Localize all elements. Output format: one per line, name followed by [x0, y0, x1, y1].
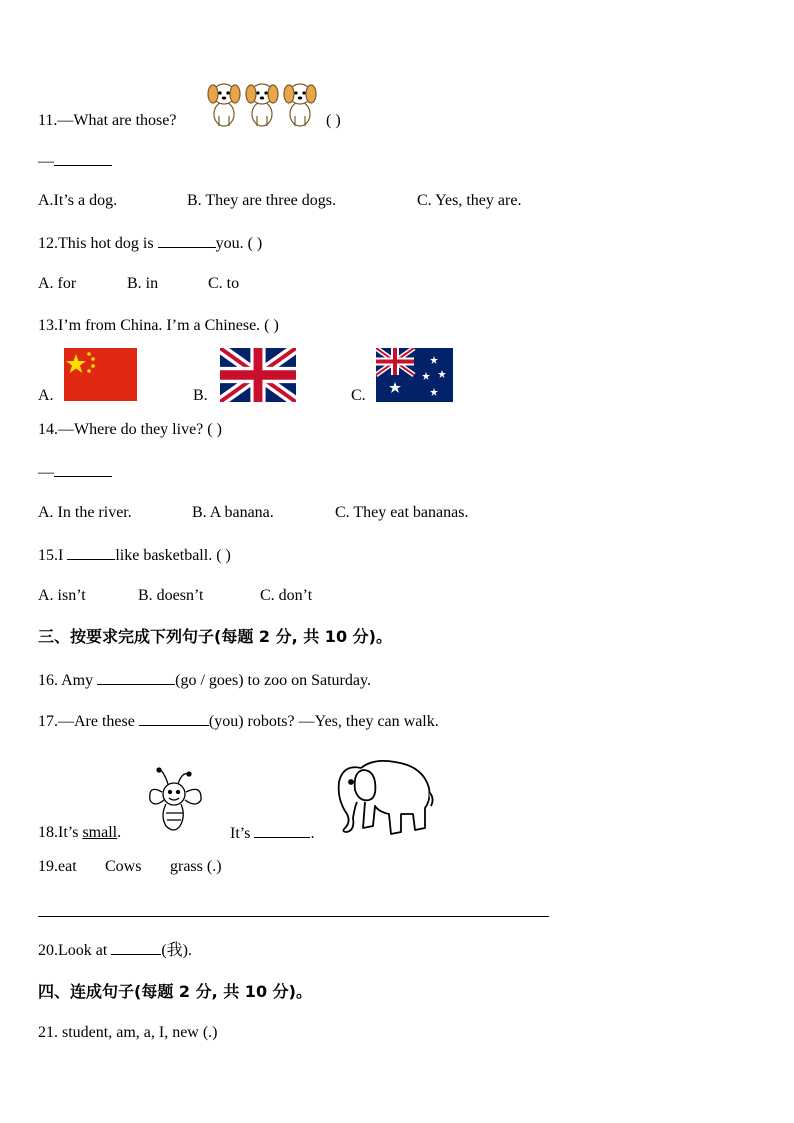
q12-option-b[interactable]: B. in	[127, 275, 159, 292]
q14-option-a[interactable]: A. In the river.	[38, 504, 132, 521]
bee-icon	[146, 766, 206, 836]
q16-after: (go / goes) to zoo on Saturday.	[175, 672, 371, 689]
q14-answer-line	[38, 462, 112, 483]
q15-blank[interactable]	[67, 545, 115, 560]
q14-dash: —	[38, 464, 54, 481]
q15-after: like basketball. ( )	[115, 547, 231, 564]
q17-blank[interactable]	[139, 711, 209, 726]
q15-option-a[interactable]: A. isn’t	[38, 587, 86, 604]
q18-second	[230, 823, 314, 844]
q14-option-c[interactable]: C. They eat bananas.	[335, 504, 469, 521]
q18-small-word: small	[82, 824, 118, 841]
q12-before: 12.This hot dog is	[38, 235, 158, 252]
section-4-heading: 四、连成句子(每题 2 分, 共 10 分)。	[38, 982, 312, 1001]
q17-after: (you) robots? —Yes, they can walk.	[208, 713, 439, 730]
q20-prompt	[38, 940, 192, 961]
q11-answer-line	[38, 151, 112, 172]
q13-prompt: 13.I’m from China. I’m a Chinese. ( )	[38, 317, 279, 334]
q15-option-b[interactable]: B. doesn’t	[138, 587, 204, 604]
q11-dash: —	[38, 153, 54, 170]
q16-before: 16. Amy	[38, 672, 98, 689]
q18-prefix: 18.It’s	[38, 824, 83, 841]
q18-blank[interactable]	[254, 823, 310, 838]
elephant-icon	[333, 748, 435, 838]
q16-blank[interactable]	[97, 670, 175, 685]
uk-flag-icon	[220, 348, 296, 402]
q19-word-1: 19.eat	[38, 858, 77, 875]
q20-blank[interactable]	[111, 940, 161, 955]
q15-before: 15.I	[38, 547, 68, 564]
q13-option-c[interactable]: C.	[351, 387, 366, 404]
dogs-icon	[205, 80, 321, 128]
q18-end: .	[310, 825, 315, 842]
q12-option-a[interactable]: A. for	[38, 275, 77, 292]
q18-first	[38, 823, 121, 843]
q11-paren: ( )	[326, 112, 341, 129]
q13-option-a[interactable]: A.	[38, 387, 54, 404]
q19-word-3: grass (.)	[170, 858, 222, 875]
q11-prompt: 11.—What are those?	[38, 112, 177, 129]
q12-prompt	[38, 233, 262, 254]
q19-answer-line[interactable]	[38, 916, 549, 917]
q18-dot: .	[117, 824, 122, 841]
section-3-heading: 三、按要求完成下列句子(每题 2 分, 共 10 分)。	[38, 627, 392, 646]
q11-blank[interactable]	[54, 151, 112, 166]
q14-option-b[interactable]: B. A banana.	[192, 504, 274, 521]
q13-option-b[interactable]: B.	[193, 387, 208, 404]
q20-after: (我).	[161, 942, 192, 959]
q11-option-a[interactable]: A.It’s a dog.	[38, 192, 118, 209]
q14-prompt: 14.—Where do they live? ( )	[38, 421, 222, 438]
q21-prompt: 21. student, am, a, I, new (.)	[38, 1024, 218, 1041]
q11-option-c[interactable]: C. Yes, they are.	[417, 192, 522, 209]
q17-prompt	[38, 711, 439, 732]
q15-prompt	[38, 545, 231, 566]
q12-option-c[interactable]: C. to	[208, 275, 240, 292]
q15-option-c[interactable]: C. don’t	[260, 587, 313, 604]
china-flag-icon	[64, 348, 137, 401]
australia-flag-icon	[376, 348, 453, 402]
q14-blank[interactable]	[54, 462, 112, 477]
q19-word-2: Cows	[105, 858, 142, 875]
q17-before: 17.—Are these	[38, 713, 139, 730]
q12-after: you. ( )	[215, 235, 263, 252]
q12-blank[interactable]	[158, 233, 216, 248]
q11-option-b[interactable]: B. They are three dogs.	[187, 192, 336, 209]
q16-prompt	[38, 670, 371, 691]
q18-second-text: It’s	[230, 825, 255, 842]
q20-before: 20.Look at	[38, 942, 112, 959]
